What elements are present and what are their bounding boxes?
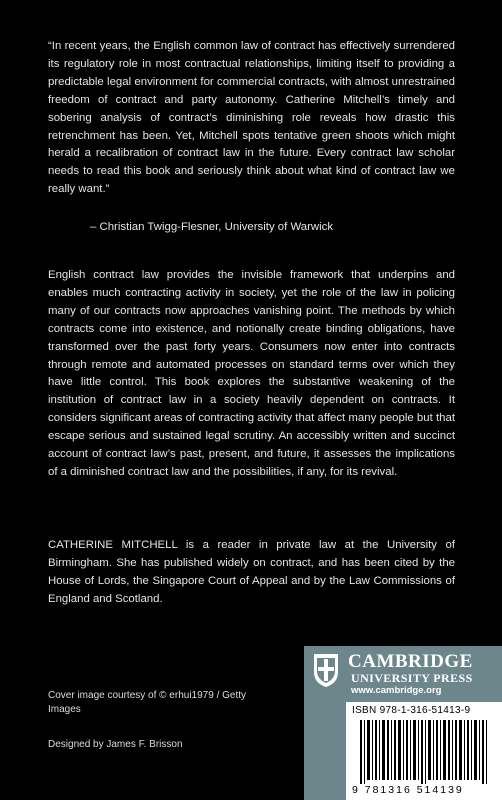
book-description: English contract law provides the invisible framework that underpins and enables much contracting activity in society, yet the role of the law in policing many of our contracts now approaches vanishing point. The methods by which contracts come into existence, and notionally create binding obligations, have transformed over the past forty years. Consumers now enter into contracts through remote and automated processes on standard terms over which they have little control. This book explores the substantive weakening of the institution of contract law in a society heavily dependent on contracts. It considers significant areas of contracting activity that affect many people but that escape serious and sustained legal scrutiny. An accessibly written and succinct account of contract law’s past, present, and future, it assesses the implications of a diminished contract law and the possibilities, if any, for its revival. [48, 269, 455, 478]
cover-image-credit: Cover image courtesy of © erhui1979 / Getty Images [48, 690, 247, 715]
barcode-number: 9 781316 514139 [352, 784, 464, 796]
cambridge-crest-icon [312, 652, 340, 688]
endorsement-quote: “In recent years, the English common law of contract has effectively surrendered its regulatory role in most contractual relationships, limiting itself to providing a predictable legal environment for commercial contracts, with almost unrestrained freedom of contract and party autonomy. Catherine Mitchell’s timely and sobering analysis of contract’s diminishing role reveals how drastic this retrenchment has been. Yet, Mitchell spots tentative green shoots which might herald a recalibration of contract law in the future. Every contract law scholar needs to read this book and seriously think about what kind of contract law we really want.” [48, 40, 455, 196]
design-credit: Designed by James F. Brisson [48, 739, 183, 750]
barcode-icon [360, 720, 490, 784]
quote-attribution: – Christian Twigg-Flesner, University of Warwick [90, 221, 334, 233]
publisher-name: CAMBRIDGE [348, 651, 473, 672]
publisher-url: www.cambridge.org [351, 685, 442, 696]
barcode-box [346, 702, 502, 800]
author-bio: CATHERINE MITCHELL is a reader in private law at the University of Birmingham. She has published widely on contract, and has been cited by the House of Lords, the Singapore Court of Appeal and by the Law Commissions of England and Scotland. [48, 539, 455, 605]
isbn-label: ISBN 978-1-316-51413-9 [352, 705, 471, 716]
publisher-panel [304, 646, 502, 800]
publisher-subtitle: UNIVERSITY PRESS [351, 671, 473, 685]
